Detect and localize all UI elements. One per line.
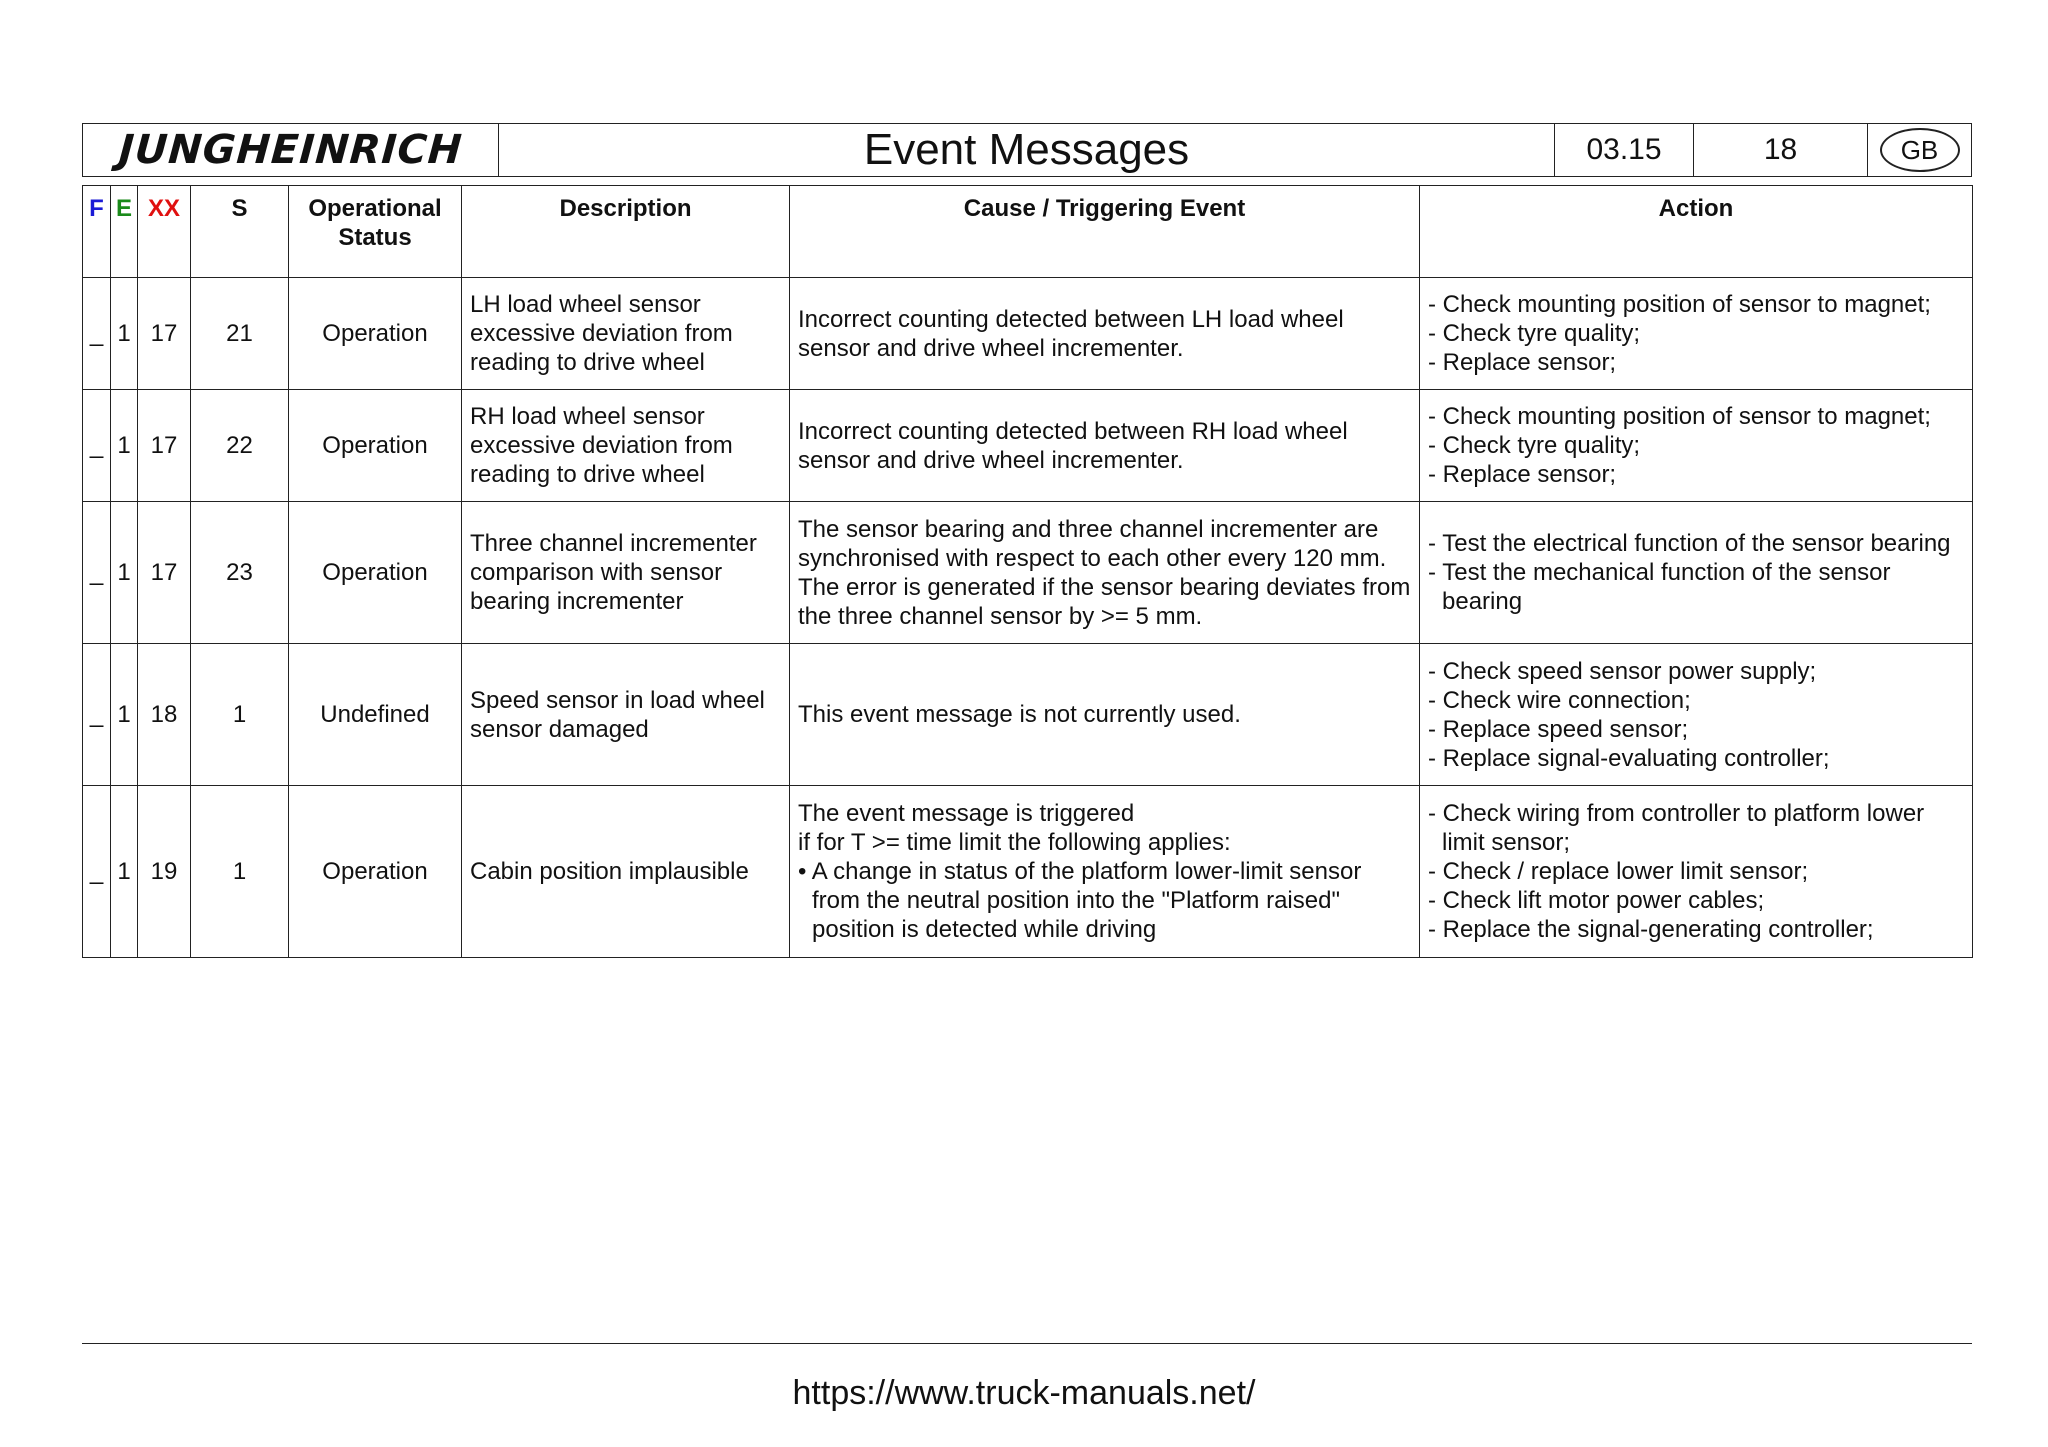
header-s: S <box>191 186 289 278</box>
action-item: - Replace sensor; <box>1428 460 1966 489</box>
action-list <box>1428 657 1966 773</box>
cause-text: The sensor bearing and three channel incrementer are synchronised with respect to each other every 120 mm. The error is generated if the sensor bearing deviates from the three channel sensor by >= 5 mm. <box>798 515 1411 630</box>
action-item: - Replace the signal-generating controller; <box>1428 915 1966 944</box>
page-number: 18 <box>1694 124 1868 176</box>
cell-e: 1 <box>111 502 138 644</box>
action-item: - Check mounting position of sensor to magnet; <box>1428 402 1966 431</box>
cell-f: _ <box>83 644 111 786</box>
cause-text: Incorrect counting detected between LH load wheel sensor and drive wheel incrementer. <box>798 305 1344 362</box>
action-list <box>1428 402 1966 489</box>
action-list <box>1428 290 1966 377</box>
cell-cause <box>790 644 1420 786</box>
cell-status: Undefined <box>289 644 462 786</box>
action-item: - Check mounting position of sensor to magnet; <box>1428 290 1966 319</box>
cell-e: 1 <box>111 786 138 958</box>
cell-e: 1 <box>111 390 138 502</box>
language-badge: GB <box>1880 128 1960 172</box>
header-operational-status: Operational Status <box>289 186 462 278</box>
cause-text: This event message is not currently used. <box>798 701 1241 728</box>
cell-cause <box>790 786 1420 958</box>
footer-url: https://www.truck-manuals.net/ <box>792 1374 1256 1412</box>
cell-description: Cabin position implausible <box>462 786 790 958</box>
action-item: - Test the mechanical function of the sensor bearing <box>1428 558 1966 616</box>
table-row <box>83 644 1973 786</box>
cell-description: RH load wheel sensor excessive deviation from reading to drive wheel <box>462 390 790 502</box>
cause-text: The event message is triggered <box>798 800 1135 827</box>
cell-status: Operation <box>289 786 462 958</box>
header-cause: Cause / Triggering Event <box>790 186 1420 278</box>
revision-date: 03.15 <box>1555 124 1694 176</box>
cell-action <box>1420 786 1973 958</box>
cell-xx: 19 <box>138 786 191 958</box>
table-row <box>83 786 1973 958</box>
cell-action <box>1420 502 1973 644</box>
cell-cause <box>790 502 1420 644</box>
cell-status: Operation <box>289 390 462 502</box>
header-xx: XX <box>138 186 191 278</box>
cell-f: _ <box>83 390 111 502</box>
cell-description: LH load wheel sensor excessive deviation from reading to drive wheel <box>462 278 790 390</box>
action-list <box>1428 799 1966 944</box>
cell-s: 1 <box>191 786 289 958</box>
action-item: - Replace sensor; <box>1428 348 1966 377</box>
cell-s: 22 <box>191 390 289 502</box>
cell-s: 1 <box>191 644 289 786</box>
cell-xx: 17 <box>138 278 191 390</box>
header-description: Description <box>462 186 790 278</box>
cell-s: 23 <box>191 502 289 644</box>
header-action: Action <box>1420 186 1973 278</box>
cell-e: 1 <box>111 278 138 390</box>
cell-cause <box>790 390 1420 502</box>
cell-s: 21 <box>191 278 289 390</box>
cell-cause <box>790 278 1420 390</box>
cell-xx: 17 <box>138 390 191 502</box>
cell-action <box>1420 278 1973 390</box>
action-list <box>1428 529 1966 616</box>
action-item: - Check tyre quality; <box>1428 431 1966 460</box>
cell-description: Three channel incrementer comparison with sensor bearing incrementer <box>462 502 790 644</box>
document-header <box>82 123 1972 177</box>
cell-action <box>1420 644 1973 786</box>
language-cell <box>1868 124 1971 176</box>
cell-f: _ <box>83 786 111 958</box>
cause-text: Incorrect counting detected between RH load wheel sensor and drive wheel incrementer. <box>798 417 1348 474</box>
footer-divider <box>82 1343 1972 1344</box>
cause-bullet: • A change in status of the platform lower-limit sensor from the neutral position into the "Platform raised" position is detected while driving <box>798 857 1413 944</box>
cell-action <box>1420 390 1973 502</box>
logo-cell <box>83 124 499 176</box>
action-item: - Check / replace lower limit sensor; <box>1428 857 1966 886</box>
action-item: - Test the electrical function of the sensor bearing <box>1428 529 1966 558</box>
jungheinrich-logo: JUNGHEINRICH <box>117 127 464 173</box>
cell-f: _ <box>83 502 111 644</box>
cause-text: if for T >= time limit the following applies: <box>798 829 1231 856</box>
cell-xx: 17 <box>138 502 191 644</box>
cell-e: 1 <box>111 644 138 786</box>
cell-description: Speed sensor in load wheel sensor damaged <box>462 644 790 786</box>
table-row <box>83 278 1973 390</box>
action-item: - Replace signal-evaluating controller; <box>1428 744 1966 773</box>
event-messages-table <box>82 185 1973 958</box>
action-item: - Replace speed sensor; <box>1428 715 1966 744</box>
action-item: - Check speed sensor power supply; <box>1428 657 1966 686</box>
header-e: E <box>111 186 138 278</box>
page-title: Event Messages <box>499 124 1555 176</box>
table-header-row <box>83 186 1973 278</box>
action-item: - Check wire connection; <box>1428 686 1966 715</box>
table-row <box>83 390 1973 502</box>
action-item: - Check wiring from controller to platform lower limit sensor; <box>1428 799 1966 857</box>
action-item: - Check lift motor power cables; <box>1428 886 1966 915</box>
action-item: - Check tyre quality; <box>1428 319 1966 348</box>
header-f: F <box>83 186 111 278</box>
cell-xx: 18 <box>138 644 191 786</box>
cell-status: Operation <box>289 278 462 390</box>
cell-f: _ <box>83 278 111 390</box>
table-body <box>83 278 1973 958</box>
table-row <box>83 502 1973 644</box>
cell-status: Operation <box>289 502 462 644</box>
